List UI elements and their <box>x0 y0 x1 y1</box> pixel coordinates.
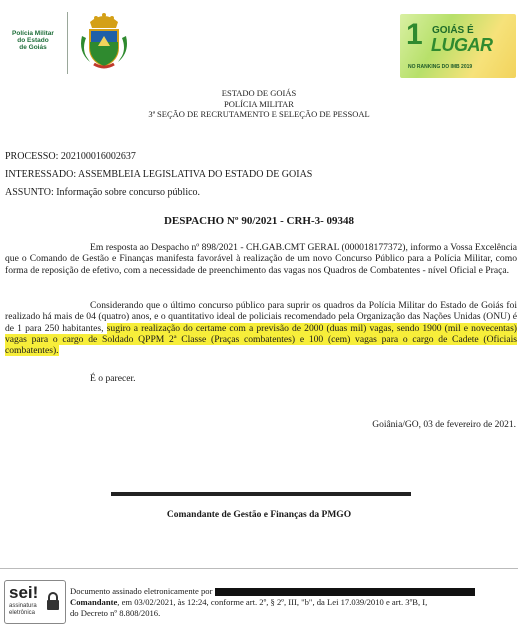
lock-icon <box>45 591 61 611</box>
sei-sub1: assinatura <box>9 603 37 609</box>
header-section: 3ª SEÇÃO DE RECRUTAMENTO E SELEÇÃO DE PESSOAL <box>148 109 370 119</box>
badge-line1: GOIÁS É <box>432 25 474 36</box>
badge-line2: LUGAR <box>431 35 493 55</box>
sei-subtitle <box>9 603 37 617</box>
paragraph-2-text: Considerando que o último concurso público para suprir os quadros da Polícia Militar do Estado de Goiás foi realizado há mais de 04 (quatro) anos, e o quantitativo ideal de policiais recomendado pela Organização das Nações Unidas (ONU) é de 1 para 250 habitantes, <box>5 300 517 334</box>
sei-line2: , em 03/02/2021, às 12:24, conforme art. 2º, § 2º, III, "b", da Lei 17.039/2010 e art. 3ºB, I, <box>117 596 428 607</box>
paragraph-3: É o parecer. <box>90 373 136 384</box>
badge-line3: NO RANKING DO IMB 2019 <box>408 64 473 70</box>
goias-e-lugar-badge <box>400 14 516 78</box>
sei-signer-role: Comandante <box>70 596 118 607</box>
logo-divider <box>67 12 68 74</box>
sei-logo <box>4 580 66 624</box>
pm-logo-line: de Goiás <box>19 44 47 51</box>
paragraph-2-highlight: sugiro a realização do certame com a previsão de 2000 (duas mil) vagas, sendo 1900 (mil e novecentas) vagas para o cargo de Soldado QPPM 2ª Classe (Praças combatentes) e 100 (cem) vagas para o cargo de Cadete (Oficiais combatentes). <box>5 322 517 357</box>
header-state: ESTADO DE GOIÁS <box>221 88 297 98</box>
assunto-line: ASSUNTO: Informação sobre concurso público. <box>5 187 201 198</box>
pm-crest-icon <box>76 12 132 72</box>
sei-sub2: eletrônica <box>9 610 36 616</box>
date-line: Goiânia/GO, 03 de fevereiro de 2021. <box>372 420 516 430</box>
pm-logo-line: Polícia Militar <box>12 30 54 37</box>
paragraph-1: Em resposta ao Despacho nº 898/2021 - CH.GAB.CMT GERAL (000018177372), informo a Vossa Excelência que o Comando de Gestão e Finanças manifesta favorável à realização de um novo Concurso Público para a Polícia Militar, como forma de reposição de efetivo, com a necessidade de preenchimento das vagas nos Quadros de Combatentes - nível Oficial e Praça. <box>5 242 517 276</box>
electronic-signature-text <box>70 586 516 618</box>
sei-wordmark: sei! <box>9 583 39 602</box>
interessado-line: INTERESSADO: ASSEMBLEIA LEGISLATIVA DO ESTADO DE GOIAS <box>5 169 313 180</box>
despacho-title: DESPACHO Nº 90/2021 - CRH-3- 09348 <box>163 215 355 227</box>
header-institution: POLÍCIA MILITAR <box>224 98 294 109</box>
badge-number: 1 <box>406 18 423 51</box>
paragraph-2 <box>5 300 517 356</box>
sei-line1: Documento assinado eletronicamente por <box>70 586 213 596</box>
pm-logo-text <box>6 30 60 51</box>
document-header <box>0 88 518 120</box>
pm-logo-line: do Estado <box>17 37 49 44</box>
processo-line: PROCESSO: 202100016002637 <box>5 151 136 162</box>
signer-name-redacted <box>215 588 475 596</box>
footer-divider <box>0 568 518 569</box>
sei-line3: do Decreto nº 8.808/2016. <box>70 607 161 618</box>
signature-name-redacted <box>111 492 411 496</box>
signature-title: Comandante de Gestão e Finanças da PMGO <box>166 510 352 520</box>
